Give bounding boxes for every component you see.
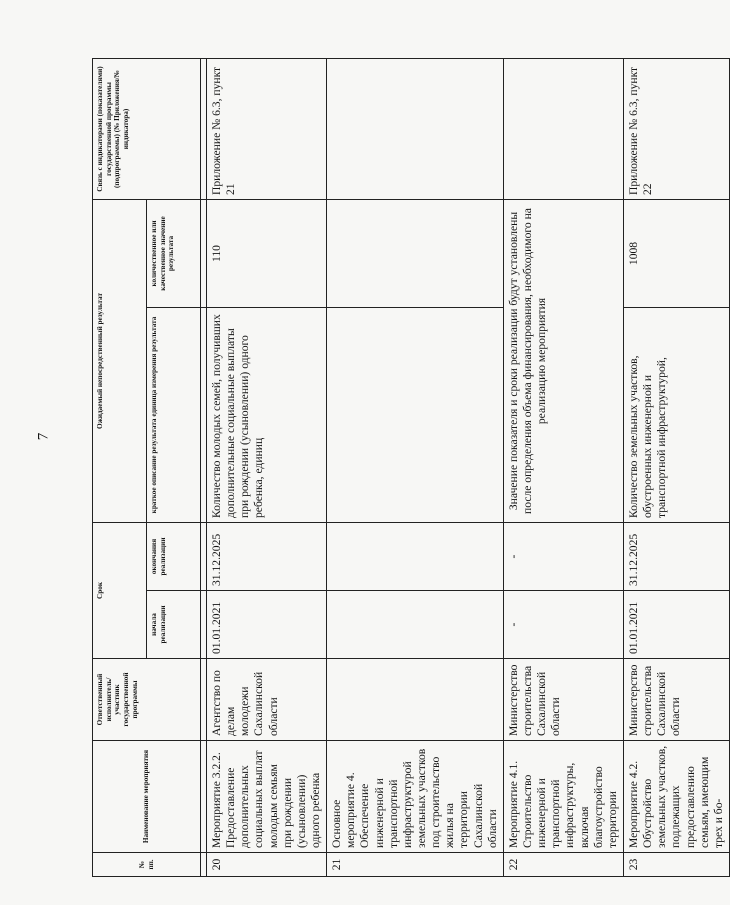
header-result-desc: краткое описание результата единица измерения результата bbox=[147, 308, 201, 523]
table-row bbox=[503, 59, 623, 877]
row-start: 01.01.2021 bbox=[207, 591, 327, 659]
header-row-1 bbox=[93, 59, 147, 877]
row-start: 01.01.2021 bbox=[623, 591, 729, 659]
row-executor: Министерство строительства Сахалинской области bbox=[623, 659, 729, 741]
row-result-desc: Количество молодых семей, получивших дополнительные социальные выплаты при рождении (усыновлении) одного ребенка, единиц bbox=[207, 308, 327, 523]
header-link: Связь с индикаторами (показателями) государственной программы (подпрограммы) (№ Приложения/№ индикатора) bbox=[93, 59, 201, 200]
table-row bbox=[623, 59, 729, 877]
row-end: 31.12.2025 bbox=[207, 523, 327, 591]
rotated-page bbox=[92, 59, 725, 877]
header-executor: Ответственный исполнитель/участник государственной программы bbox=[93, 659, 201, 741]
row-name: Мероприятие 4.1. Строительство инженерной и транспортной инфраструктуры, включая благоустройство территории bbox=[503, 741, 623, 853]
row-name: Основное мероприятие 4. Обеспечение инженерной и транспортной инфраструктурой земельных участков под строительство жилья на территории Сахалинской области bbox=[327, 741, 504, 853]
row-name: Мероприятие 3.2.2. Предоставление дополнительных социальных выплат молодым семьям при рождении (усыновлении) одного ребенка bbox=[207, 741, 327, 853]
row-link bbox=[327, 59, 504, 200]
table-row bbox=[327, 59, 504, 877]
row-link: Приложение № 6.3, пункт 21 bbox=[207, 59, 327, 200]
header-term-end: окончания реализации bbox=[147, 523, 201, 591]
row-start: - bbox=[503, 591, 623, 659]
row-num: 22 bbox=[503, 853, 623, 877]
header-result-value: количественное или качественное значение результата bbox=[147, 200, 201, 308]
row-num: 23 bbox=[623, 853, 729, 877]
row-result-value bbox=[327, 200, 504, 308]
row-end: 31.12.2025 bbox=[623, 523, 729, 591]
page-number: 7 bbox=[35, 432, 52, 441]
row-start bbox=[327, 591, 504, 659]
row-link bbox=[503, 59, 623, 200]
header-term-start: начала реализации bbox=[147, 591, 201, 659]
header-name: Наименование мероприятия bbox=[93, 741, 201, 853]
row-result-desc: Количество земельных участков, обустроенных инженерной и транспортной инфраструктурой, bbox=[623, 308, 729, 523]
row-num: 20 bbox=[207, 853, 327, 877]
row-result-desc bbox=[327, 308, 504, 523]
table-row bbox=[207, 59, 327, 877]
header-term: Срок bbox=[93, 523, 147, 659]
row-end bbox=[327, 523, 504, 591]
header-result: Ожидаемый непосредственный результат bbox=[93, 200, 147, 523]
row-result-value: 1008 bbox=[623, 200, 729, 308]
row-executor: Агентство по делам молодежи Сахалинской области bbox=[207, 659, 327, 741]
row-link: Приложение № 6.3, пункт 22 bbox=[623, 59, 729, 200]
row-num: 21 bbox=[327, 853, 504, 877]
row-name: Мероприятие 4.2. Обустройство земельных участков, подлежащих предоставлению семьям, имеющим трех и бо- bbox=[623, 741, 729, 853]
row-end: - bbox=[503, 523, 623, 591]
row-result-value: 110 bbox=[207, 200, 327, 308]
measures-table bbox=[92, 58, 730, 877]
row-executor bbox=[327, 659, 504, 741]
header-num: № пп. bbox=[93, 853, 201, 877]
row-result-merged: Значение показателя и сроки реализации будут установлены после определения объема финансирования, необходимого на реализацию мероприятия bbox=[503, 200, 623, 523]
row-executor: Министерство строительства Сахалинской области bbox=[503, 659, 623, 741]
